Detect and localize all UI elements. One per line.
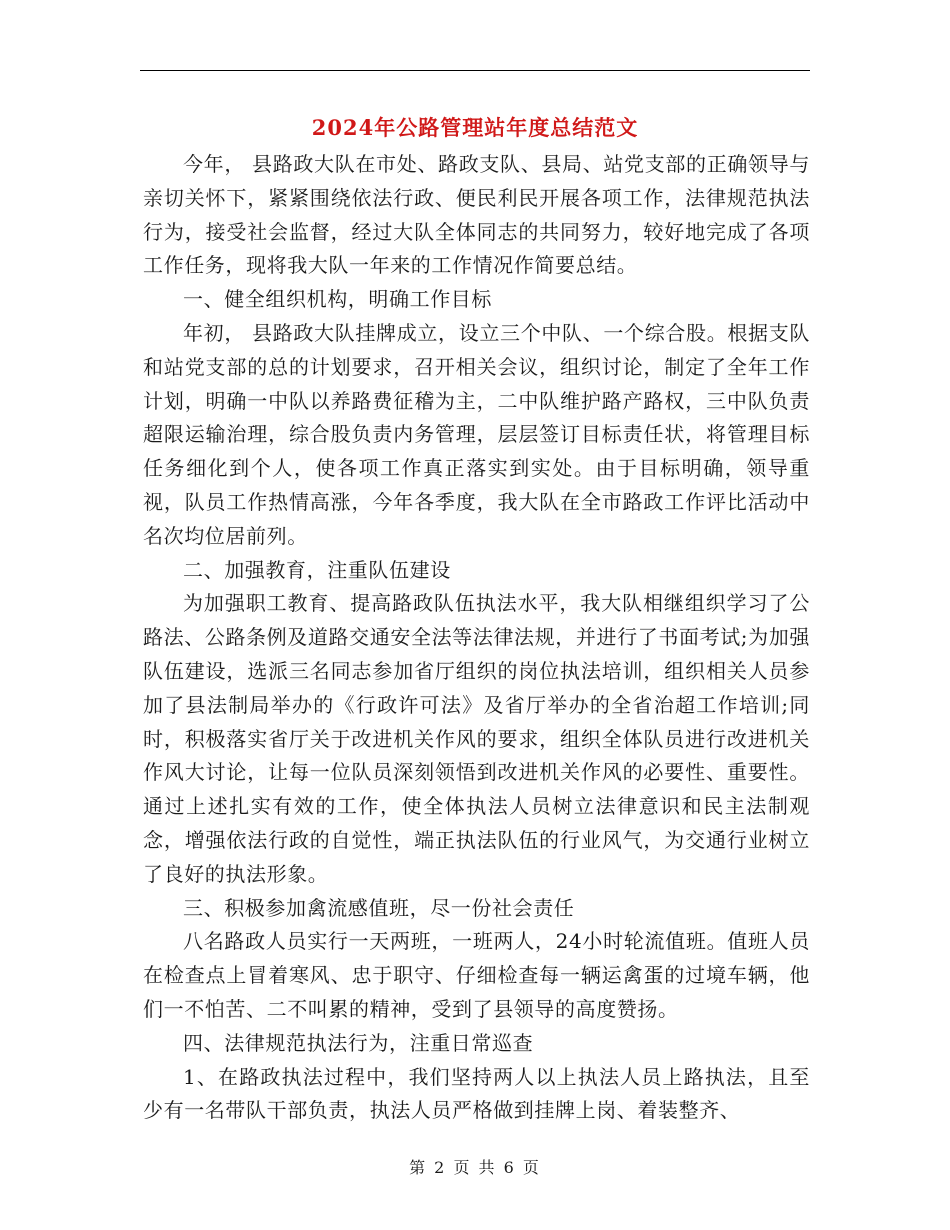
section-heading-4: 四、法律规范执法行为，注重日常巡查 — [183, 1030, 534, 1055]
header-rule — [140, 70, 810, 71]
paragraph-section-4: 1、在路政执法过程中，我们坚持两人以上执法人员上路执法，且至少有一名带队干部负责，执法人员严格做到挂牌上岗、着装整齐、 — [143, 1064, 810, 1123]
paragraph-section-1: 年初， 县路政大队挂牌成立，设立三个中队、一个综合股。根据支队和站党支部的总的计划要求，召开相关会议，组织讨论，制定了全年工作计划，明确一中队以养路费征稽为主，二中队维护路产路权，三中队负责超限运输治理，综合股负责内务管理，层层签订目标责任状，将管理目标任务细化到个人，使各项工作真正落实到实处。由于目标明确，领导重视，队员工作热情高涨，今年各季度，我大队在全市路政工作评比活动中名次均位居前列。 — [143, 320, 810, 548]
paragraph-section-3: 八名路政人员实行一天两班，一班两人，24小时轮流值班。值班人员在检查点上冒着寒风、忠于职守、仔细检查每一辆运禽蛋的过境车辆，他们一不怕苦、二不叫累的精神，受到了县领导的高度赞扬。 — [143, 929, 810, 1021]
paragraph-intro: 今年， 县路政大队在市处、路政支队、县局、站党支部的正确领导与亲切关怀下，紧紧围绕依法行政、便民利民开展各项工作，法律规范执法行为，接受社会监督，经过大队全体同志的共同努力，较好地完成了各项工作任务，现将我大队一年来的工作情况作简要总结。 — [143, 152, 810, 278]
section-heading-1: 一、健全组织机构，明确工作目标 — [183, 287, 492, 312]
section-heading-3: 三、积极参加禽流感值班，尽一份社会责任 — [183, 895, 575, 920]
section-heading-2: 二、加强教育，注重队伍建设 — [183, 557, 451, 582]
paragraph-section-2: 为加强职工教育、提高路政队伍执法水平，我大队相继组织学习了公路法、公路条例及道路交通安全法等法律法规，并进行了书面考试;为加强队伍建设，选派三名同志参加省厅组织的岗位执法培训，组织相关人员参加了县法制局举办的《行政许可法》及省厅举办的全省治超工作培训;同时，积极落实省厅关于改进机关作风的要求，组织全体队员进行改进机关作风大讨论，让每一位队员深刻领悟到改进机关作风的必要性、重要性。通过上述扎实有效的工作，使全体执法人员树立法律意识和民主法制观念，增强依法行政的自觉性，端正执法队伍的行业风气，为交通行业树立了良好的执法形象。 — [143, 591, 810, 886]
document-body — [143, 148, 810, 1128]
document-title: 2024年公路管理站年度总结范文 — [311, 115, 639, 140]
page-number: 第 2 页 共 6 页 — [409, 1158, 541, 1177]
